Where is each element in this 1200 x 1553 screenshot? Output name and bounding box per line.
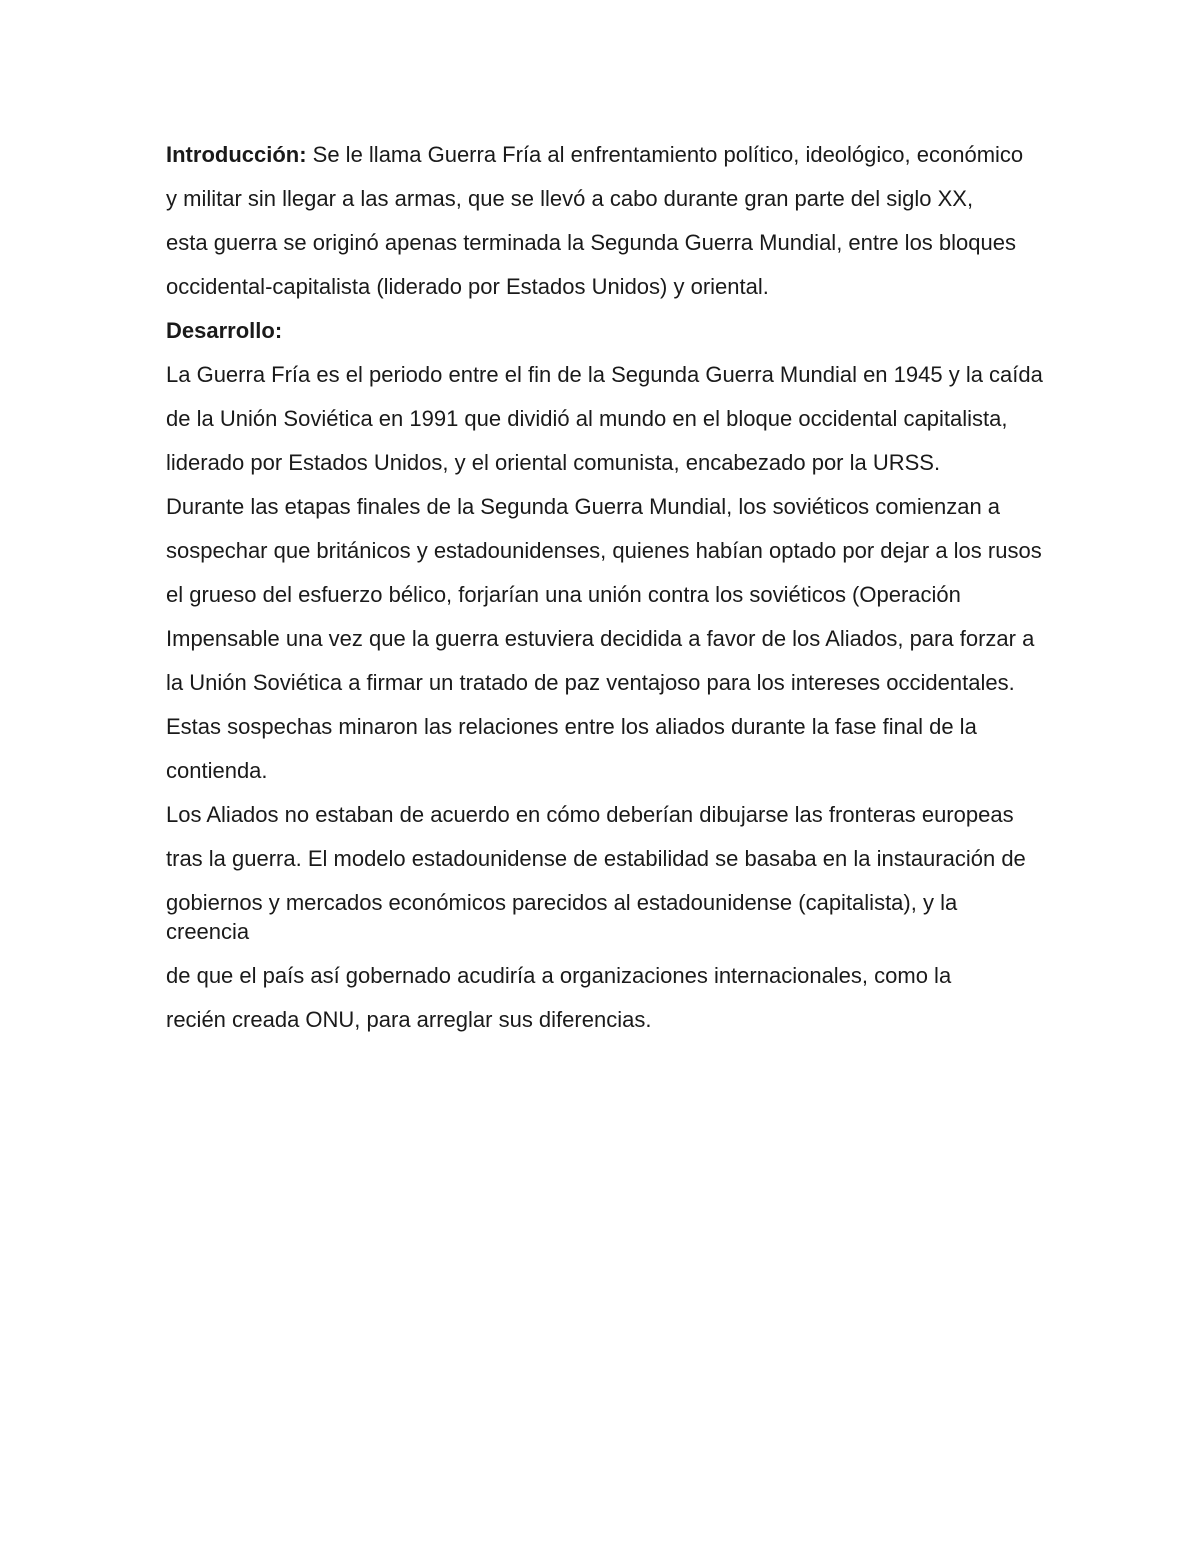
- development-heading: Desarrollo:: [166, 318, 283, 343]
- development-paragraph-2: de la Unión Soviética en 1991 que dividió al mundo en el bloque occidental capitalista,: [166, 406, 1008, 431]
- development-paragraph-7: Impensable una vez que la guerra estuviera decidida a favor de los Aliados, para forzar a: [166, 626, 1035, 651]
- intro-paragraph-3: esta guerra se originó apenas terminada la Segunda Guerra Mundial, entre los bloques: [166, 230, 1016, 255]
- intro-paragraph-4: occidental-capitalista (liderado por Estados Unidos) y oriental.: [166, 274, 769, 299]
- intro-paragraph: [166, 140, 1046, 169]
- development-paragraph-3: liderado por Estados Unidos, y el oriental comunista, encabezado por la URSS.: [166, 450, 941, 475]
- development-paragraph-8: la Unión Soviética a firmar un tratado de paz ventajoso para los intereses occidentales.: [166, 670, 1015, 695]
- intro-text: Se le llama Guerra Fría al enfrentamiento político, ideológico, económico: [306, 142, 1024, 167]
- development-paragraph-11: Los Aliados no estaban de acuerdo en cómo deberían dibujarse las fronteras europeas: [166, 802, 1014, 827]
- development-paragraph-10: contienda.: [166, 758, 268, 783]
- document-body: [166, 140, 1046, 1049]
- development-paragraph-14: de que el país así gobernado acudiría a organizaciones internacionales, como la: [166, 963, 952, 988]
- development-paragraph-13: gobiernos y mercados económicos parecidos al estadounidense (capitalista), y la creencia: [166, 890, 958, 944]
- development-paragraph-6: el grueso del esfuerzo bélico, forjarían una unión contra los soviéticos (Operación: [166, 582, 961, 607]
- development-paragraph-1: La Guerra Fría es el periodo entre el fin de la Segunda Guerra Mundial en 1945 y la caída: [166, 362, 1043, 387]
- development-paragraph-5: sospechar que británicos y estadounidenses, quienes habían optado por dejar a los rusos: [166, 538, 1042, 563]
- development-paragraph-9: Estas sospechas minaron las relaciones entre los aliados durante la fase final de la: [166, 714, 977, 739]
- intro-paragraph-2: y militar sin llegar a las armas, que se llevó a cabo durante gran parte del siglo XX,: [166, 186, 974, 211]
- intro-label: Introducción:: [166, 142, 307, 167]
- development-paragraph-12: tras la guerra. El modelo estadounidense de estabilidad se basaba en la instauración de: [166, 846, 1026, 871]
- development-paragraph-4: Durante las etapas finales de la Segunda Guerra Mundial, los soviéticos comienzan a: [166, 494, 1001, 519]
- development-paragraph-15: recién creada ONU, para arreglar sus diferencias.: [166, 1007, 652, 1032]
